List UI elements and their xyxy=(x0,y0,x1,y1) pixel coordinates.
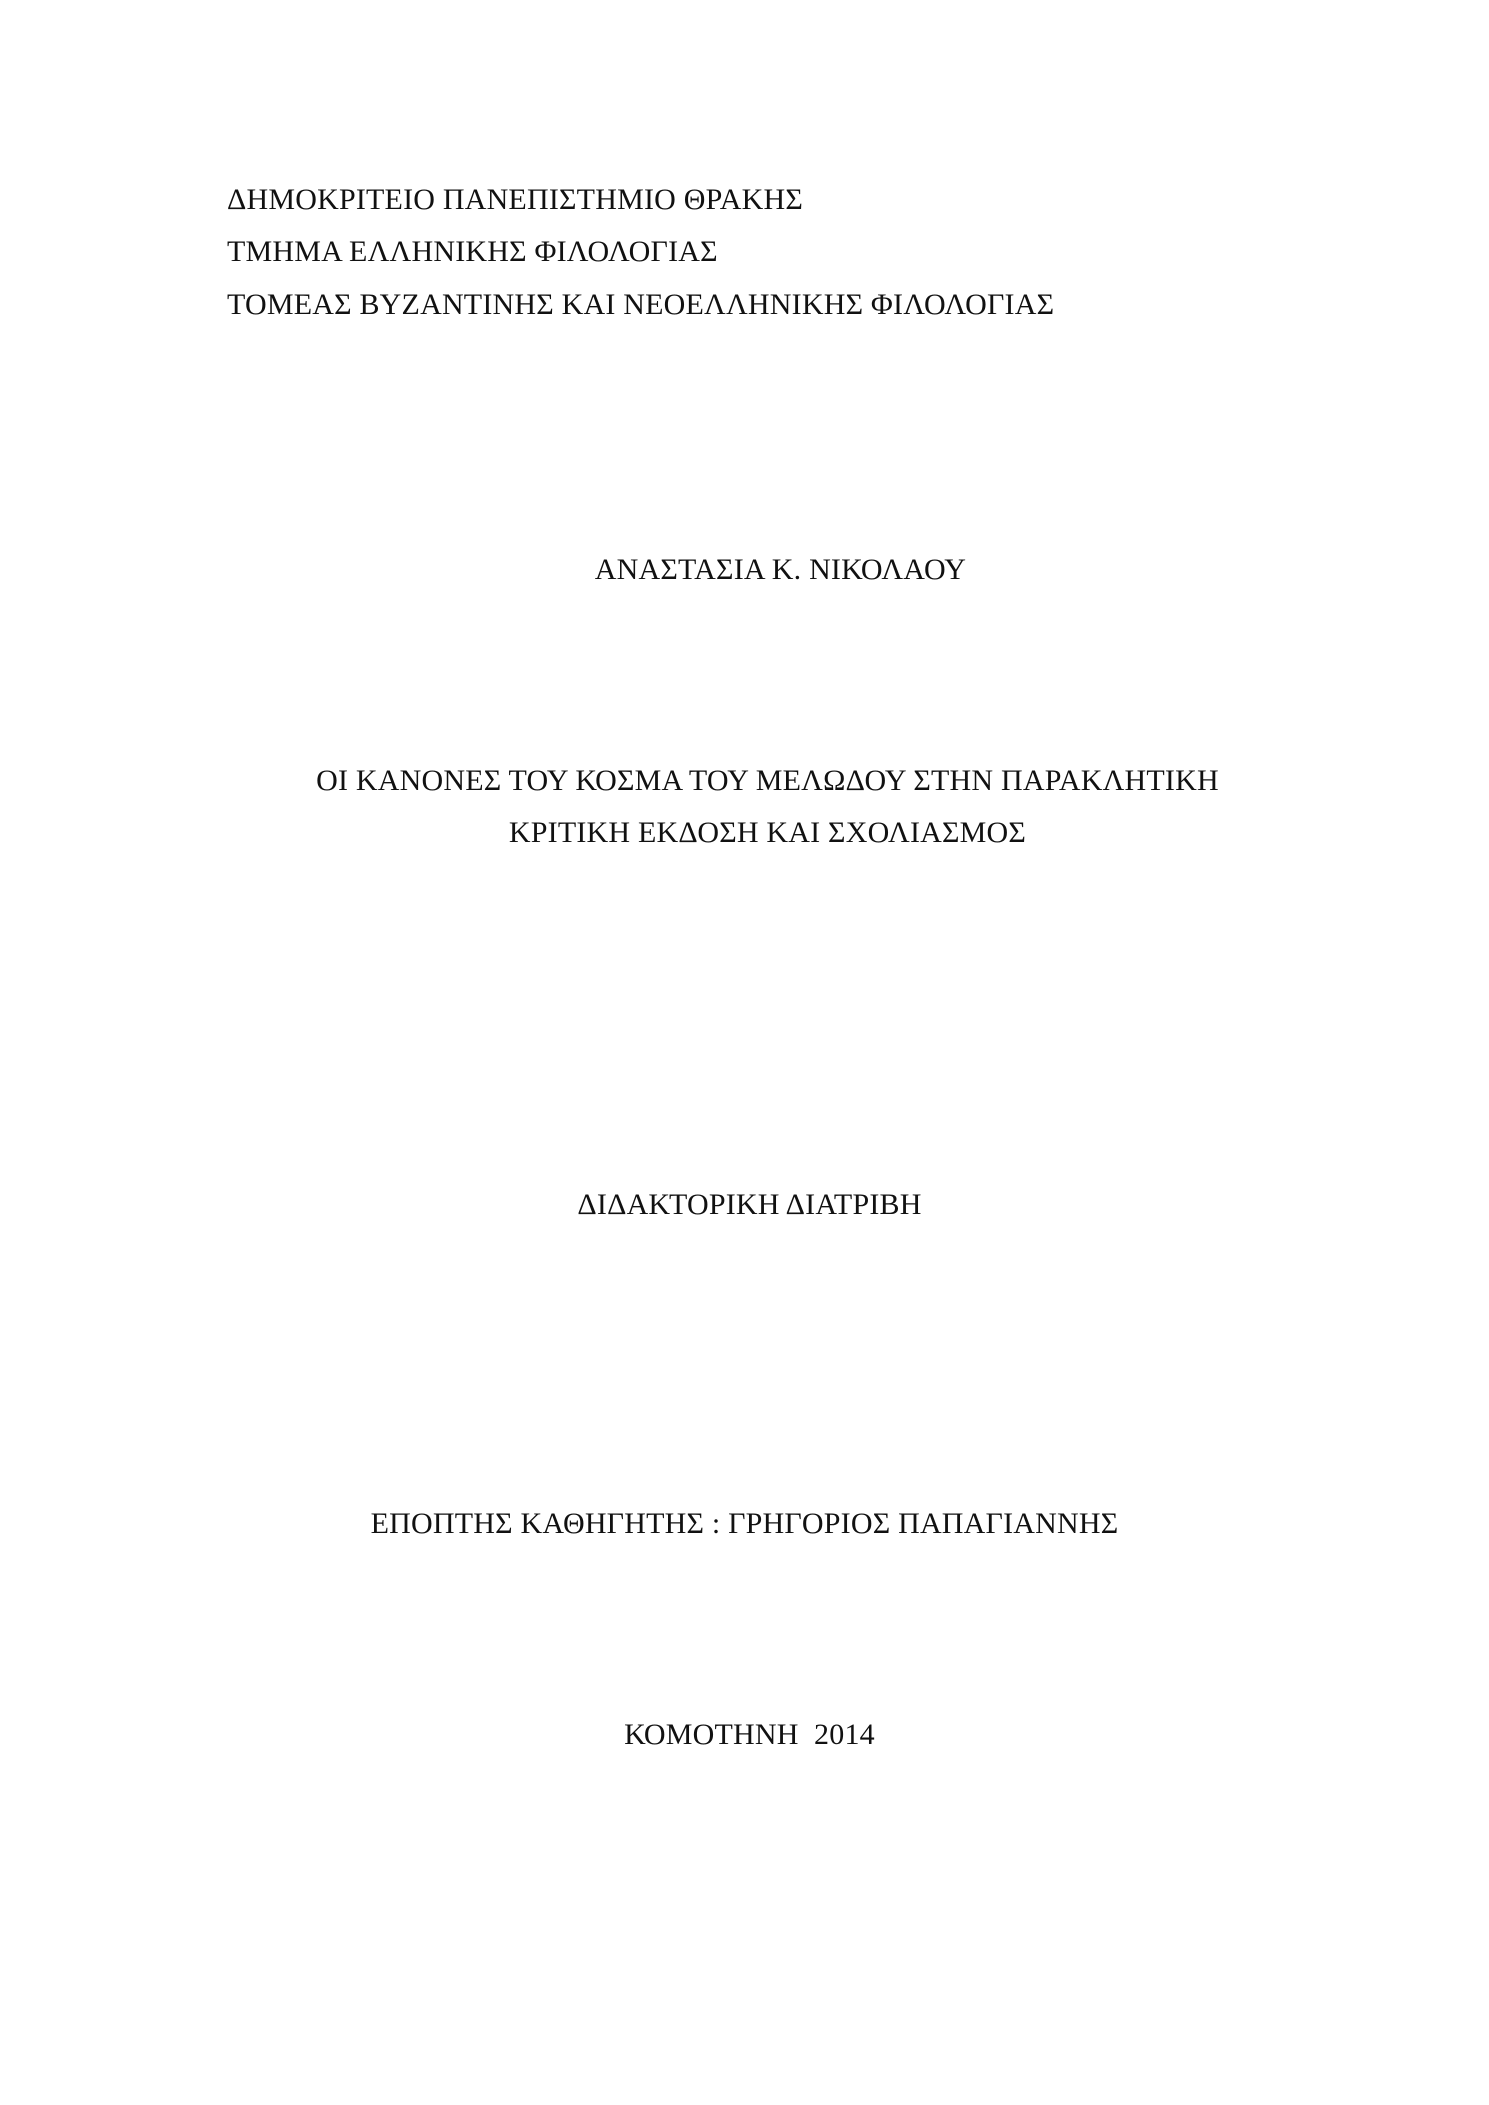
division-name: ΤΟΜΕΑΣ ΒΥΖΑΝΤΙΝΗΣ ΚΑΙ ΝΕΟΕΛΛΗΝΙΚΗΣ ΦΙΛΟΛΟΓΙΑΣ xyxy=(227,288,1055,321)
thesis-title-line-2: ΚΡΙΤΙΚΗ ΕΚΔΟΣΗ ΚΑΙ ΣΧΟΛΙΑΣΜΟΣ xyxy=(508,816,1027,849)
supervisor-line: ΕΠΟΠΤΗΣ ΚΑΘΗΓΗΤΗΣ : ΓΡΗΓΟΡΙΟΣ ΠΑΠΑΓΙΑΝΝΗΣ xyxy=(370,1507,1119,1540)
document-type: ΔΙΔΑΚΤΟΡΙΚΗ ΔΙΑΤΡΙΒΗ xyxy=(577,1188,922,1221)
thesis-title-line-1: ΟΙ ΚΑΝΟΝΕΣ ΤΟΥ ΚΟΣΜΑ ΤΟΥ ΜΕΛΩΔΟΥ ΣΤΗΝ ΠΑΡΑΚΛΗΤΙΚΗ xyxy=(316,764,1219,797)
author-name: ΑΝΑΣΤΑΣΙΑ Κ. ΝΙΚΟΛΑΟΥ xyxy=(594,553,967,586)
university-name: ΔΗΜΟΚΡΙΤΕΙΟ ΠΑΝΕΠΙΣΤΗΜΙΟ ΘΡΑΚΗΣ xyxy=(227,183,803,216)
department-name: ΤΜΗΜΑ ΕΛΛΗΝΙΚΗΣ ΦΙΛΟΛΟΓΙΑΣ xyxy=(227,235,718,268)
place-and-year: ΚΟΜΟΤΗΝΗ 2014 xyxy=(624,1718,875,1751)
